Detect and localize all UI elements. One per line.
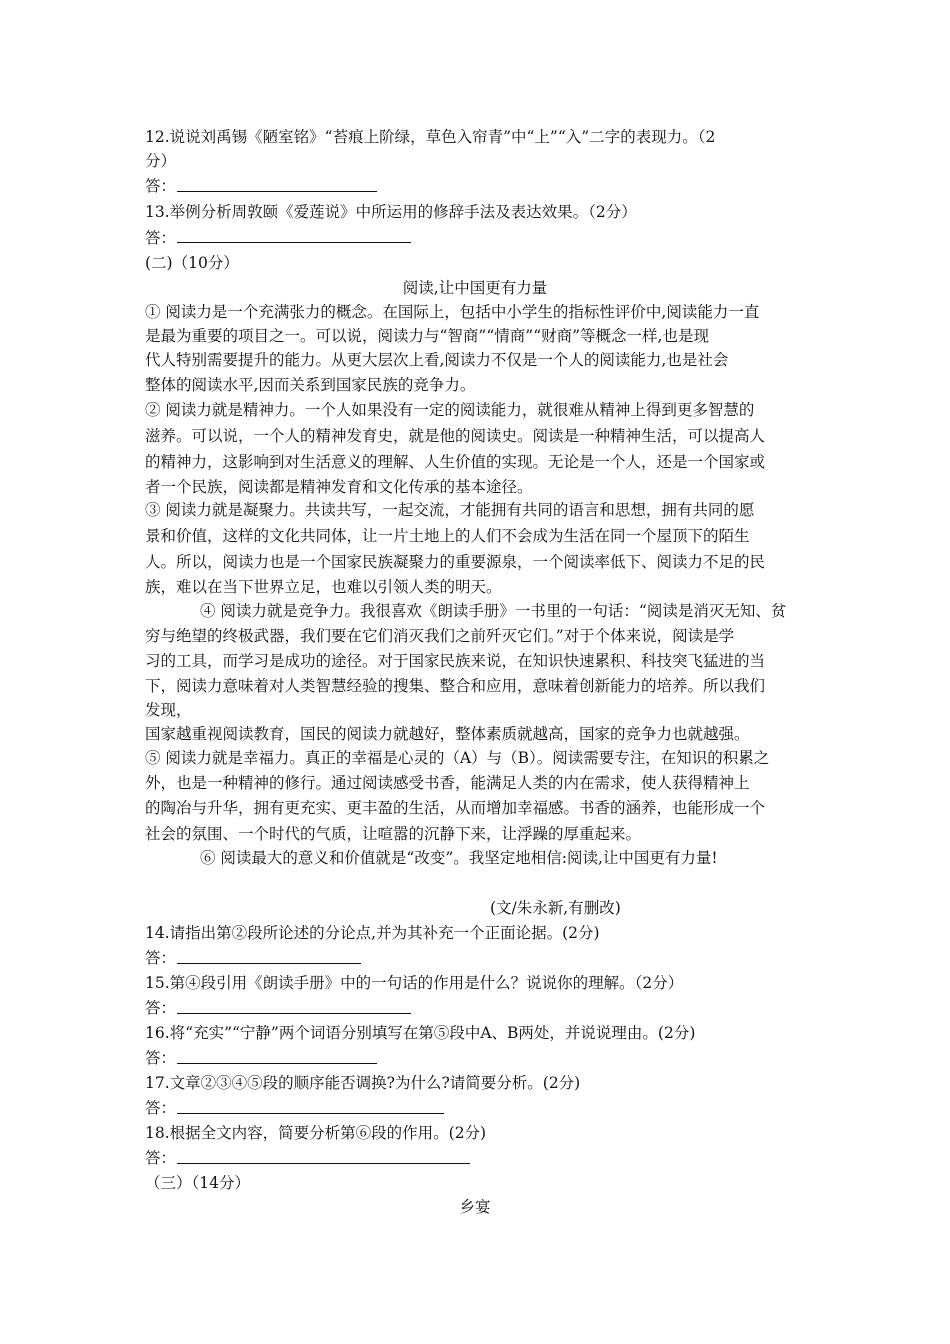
question-16-answer-line[interactable]: [177, 1063, 377, 1064]
question-14-answer-label: 答：: [145, 949, 177, 967]
question-15-answer-label: 答：: [145, 999, 177, 1017]
article-line: 是最为重要的项目之一。可以说，阅读力与“智商”“情商”“财商”等概念一样,也是现: [145, 327, 709, 345]
question-15-answer-line[interactable]: [177, 1013, 411, 1014]
question-12-answer-label: 答：: [145, 177, 177, 195]
article-line: 穷与绝望的终极武器，我们要在它们消灭我们之前歼灭它们。”对于个体来说，阅读是学: [145, 627, 735, 645]
question-14-text: 14.请指出第②段所论述的分论点,并为其补充一个正面论据。(2分): [145, 924, 600, 942]
question-16-text: 16.将“充实”“宁静”两个词语分别填写在第⑤段中A、B两处，并说说理由。(2分): [145, 1024, 696, 1042]
article-line: 者一个民族，阅读都是精神发育和文化传承的基本途径。: [145, 478, 533, 496]
article-title: 阅读,让中国更有力量: [402, 279, 548, 297]
article-line: ③ 阅读力就是凝聚力。共读共写，一起交流，才能拥有共同的语言和思想，拥有共同的愿: [145, 501, 755, 519]
article-source: (文/朱永新,有删改): [490, 899, 621, 917]
article-line: 的陶冶与升华，拥有更充实、更丰盈的生活，从而增加幸福感。书香的涵养，也能形成一个: [145, 799, 766, 817]
question-17-answer-line[interactable]: [177, 1113, 444, 1114]
article-line: ④ 阅读力就是竞争力。我很喜欢《朗读手册》一书里的一句话：“阅读是消灭无知、贫: [200, 602, 787, 620]
article-line: 代人特别需要提升的能力。从更大层次上看,阅读力不仅是一个人的阅读能力,也是社会: [145, 351, 729, 369]
question-15-text: 15.第④段引用《朗读手册》中的一句话的作用是什么？说说你的理解。（2分）: [145, 974, 684, 992]
question-14-answer-line[interactable]: [177, 963, 361, 964]
article-line: ⑤ 阅读力就是幸福力。真正的幸福是心灵的（A）与（B）。阅读需要专注，在知识的积累之: [145, 749, 770, 767]
article-line: 景和价值，这样的文化共同体，让一片土地上的人们不会成为生活在同一个屋顶下的陌生: [145, 527, 750, 545]
article-line: 滋养。可以说，一个人的精神发育史，就是他的阅读史。阅读是一种精神生活，可以提高人: [145, 427, 766, 445]
article-line: 习的工具，而学习是成功的途径。对于国家民族来说，在知识快速累积、科技突飞猛进的当: [145, 652, 766, 670]
article-line: 外，也是一种精神的修行。通过阅读感受书香，能满足人类的内在需求，使人获得精神上: [145, 774, 750, 792]
article-line: 人。所以，阅读力也是一个国家民族凝聚力的重要源泉，一个阅读率低下、阅读力不足的民: [145, 553, 766, 571]
question-13-text: 13.举例分析周敦颐《爱莲说》中所运用的修辞手法及表达效果。（2分）: [145, 203, 637, 221]
question-18-answer-label: 答：: [145, 1149, 177, 1167]
question-12-text: 12.说说刘禹锡《陋室铭》“苔痕上阶绿，草色入帘青”中“上”“入”二字的表现力。（2: [145, 128, 716, 146]
section-2-header: (二)（10分）: [145, 254, 239, 272]
question-12-text-cont: 分）: [145, 152, 177, 170]
article-line: ⑥ 阅读最大的意义和价值就是“改变”。我坚定地相信:阅读,让中国更有力量!: [200, 849, 718, 867]
article-line: 的精神力，这影响到对生活意义的理解、人生价值的实现。无论是一个人，还是一个国家或: [145, 453, 766, 471]
article-line: ① 阅读力是一个充满张力的概念。在国际上，包括中小学生的指标性评价中,阅读能力一直: [145, 303, 760, 321]
article-line: 发现，: [145, 701, 192, 719]
article-line: 下，阅读力意味着对人类智慧经验的搜集、整合和应用，意味着创新能力的培养。所以我们: [145, 677, 766, 695]
article-line: ② 阅读力就是精神力。一个人如果没有一定的阅读能力，就很难从精神上得到更多智慧的: [145, 401, 755, 419]
question-18-text: 18.根据全文内容，简要分析第⑥段的作用。(2分): [145, 1124, 487, 1142]
article-line: 族，难以在当下世界立足，也难以引领人类的明天。: [145, 578, 502, 596]
question-13-answer-line[interactable]: [177, 242, 411, 243]
article-line: 社会的氛围、一个时代的气质，让喧嚣的沉静下来，让浮躁的厚重起来。: [145, 825, 642, 843]
question-18-answer-line[interactable]: [177, 1163, 470, 1164]
question-13-answer-label: 答：: [145, 229, 177, 247]
article-line: 国家越重视阅读教育，国民的阅读力就越好，整体素质就越高，国家的竞争力也就越强。: [145, 725, 750, 743]
question-16-answer-label: 答：: [145, 1049, 177, 1067]
article-line: 整体的阅读水平,因而关系到国家民族的竞争力。: [145, 376, 476, 394]
question-12-answer-line[interactable]: [177, 191, 377, 192]
section-3-header: （三）（14分）: [145, 1174, 250, 1192]
question-17-text: 17.文章②③④⑤段的顺序能否调换?为什么?请简要分析。(2分): [145, 1074, 581, 1092]
question-17-answer-label: 答：: [145, 1099, 177, 1117]
section-3-title: 乡宴: [459, 1198, 491, 1216]
